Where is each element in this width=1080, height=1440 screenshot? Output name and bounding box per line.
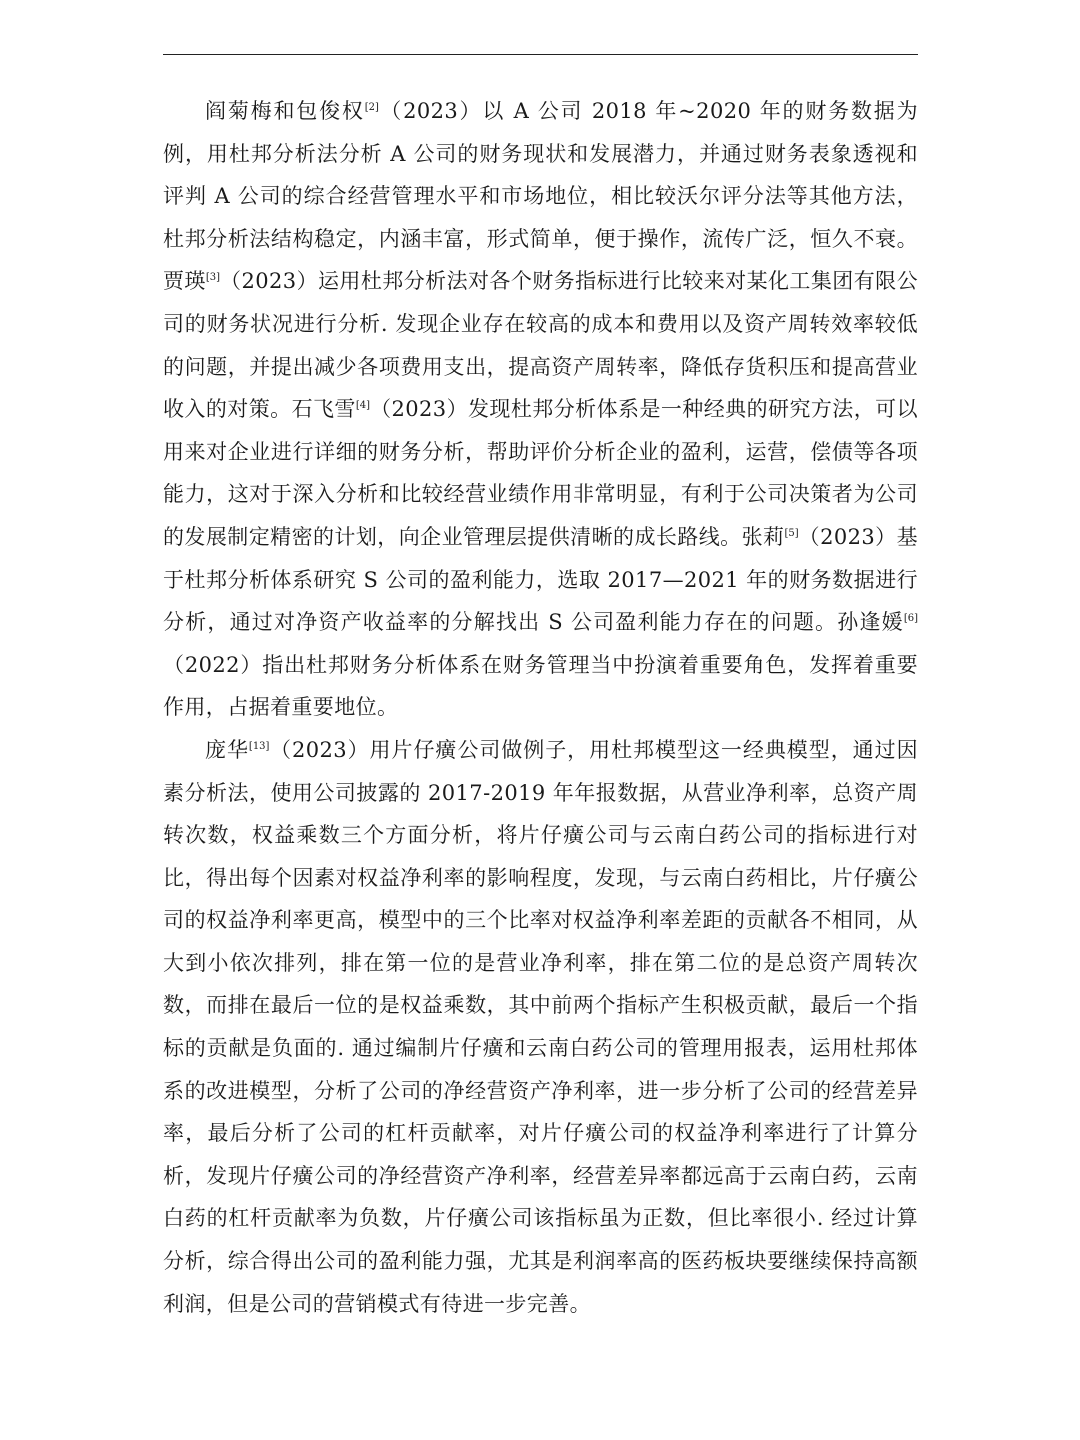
citation-ref: [5] bbox=[784, 527, 799, 539]
body-text bbox=[163, 90, 918, 1325]
text-segment: （2023）运用杜邦分析法对各个财务指标进行比较来对某化工集团有限公司的财务状况进行分析. 发现企业存在较高的成本和费用以及资产周转效率较低的问题，并提出减少各项费用支出，提高资产周转率，降低存货积压和提高营业收入的对策。石飞雪 bbox=[163, 269, 918, 422]
citation-ref: [4] bbox=[355, 400, 371, 412]
paragraph-2 bbox=[163, 729, 918, 1325]
text-segment: （2023）以 A 公司 2018 年~2020 年的财务数据为例，用杜邦分析法分析 A 公司的财务现状和发展潜力，并通过财务表象透视和评判 A 公司的综合经营管理水平和市场地位，相比较沃尔评分法等其他方法，杜邦分析法结构稳定，内涵丰富，形式简单，便于操作，流传广泛，恒久不衰。贾瑛 bbox=[163, 99, 918, 294]
text-segment: （2023）用片仔癀公司做例子，用杜邦模型这一经典模型，通过因素分析法，使用公司披露的 2017-2019 年年报数据，从营业净利率，总资产周转次数，权益乘数三个方面分析，将片仔癀公司与云南白药公司的指标进行对比，得出每个因素对权益净利率的影响程度，发现，与云南白药相比，片仔癀公司的权益净利率更高，模型中的三个比率对权益净利率差距的贡献各不相同，从大到小依次排列，排在第一位的是营业净利率，排在第二位的是总资产周转次数，而排在最后一位的是权益乘数，其中前两个指标产生积极贡献，最后一个指标的贡献是负面的. 通过编制片仔癀和云南白药公司的管理用报表，运用杜邦体系的改进模型，分析了公司的净经营资产净利率，进一步分析了公司的经营差异率，最后分析了公司的杠杆贡献率，对片仔癀公司的权益净利率进行了计算分析，发现片仔癀公司的净经营资产净利率，经营差异率都远高于云南白药，云南白药的杠杆贡献率为负数，片仔癀公司该指标虽为正数，但比率很小. 经过计算分析，综合得出公司的盈利能力强，尤其是利润率高的医药板块要继续保持高额利润，但是公司的营销模式有待进一步完善。 bbox=[163, 737, 918, 1316]
header-rule bbox=[163, 54, 918, 55]
paragraph-1 bbox=[163, 90, 918, 729]
citation-ref: [6] bbox=[903, 613, 918, 625]
text-segment: （2023）发现杜邦分析体系是一种经典的研究方法，可以用来对企业进行详细的财务分析，帮助评价分析企业的盈利，运营，偿债等各项能力，这对于深入分析和比较经营业绩作用非常明显，有利于公司决策者为公司的发展制定精密的计划，向企业管理层提供清晰的成长路线。张莉 bbox=[163, 397, 918, 549]
text-segment: 阎菊梅和包俊权 bbox=[205, 99, 365, 123]
citation-ref: [13] bbox=[248, 740, 270, 752]
text-segment: 庞华 bbox=[205, 737, 249, 762]
text-segment: （2023）基于杜邦分析体系研究 S 公司的盈利能力，选取 2017—2021 年的财务数据进行分析，通过对净资产收益率的分解找出 S 公司盈利能力存在的问题。孙逢媛 bbox=[163, 524, 918, 635]
text-segment: （2022）指出杜邦财务分析体系在财务管理当中扮演着重要角色，发挥着重要作用，占据着重要地位。 bbox=[163, 652, 918, 720]
citation-ref: [2] bbox=[364, 102, 379, 113]
citation-ref: [3] bbox=[205, 272, 221, 284]
